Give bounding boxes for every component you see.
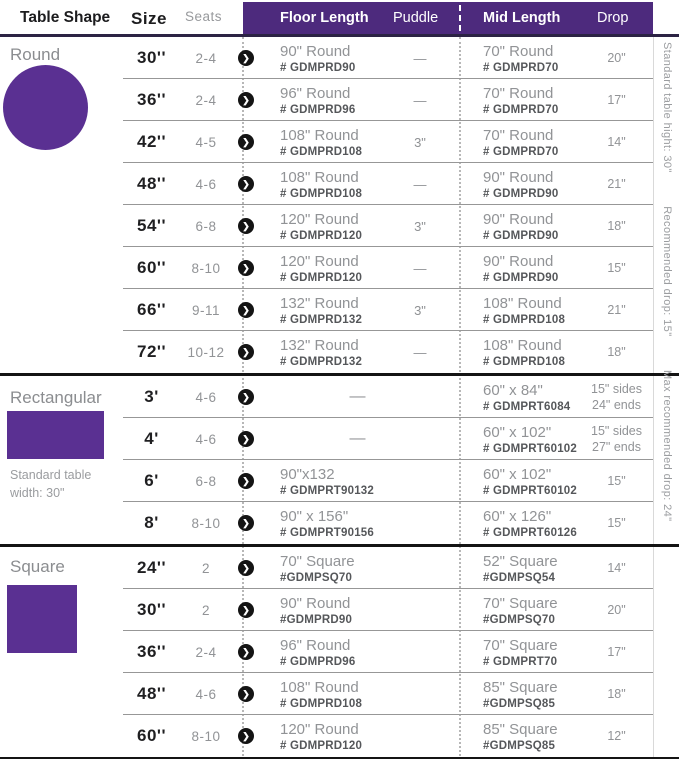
drop-value: 12" <box>607 728 626 743</box>
chevron-right-icon: ❯ <box>238 431 254 447</box>
mid-length-cell: 60" x 126" # GDMPRT60126 <box>483 507 577 539</box>
mid-length-cell: 60" x 102" # GDMPRT60102 <box>483 423 577 455</box>
size-value: 42'' <box>137 132 166 151</box>
puddle-value: — <box>413 260 427 276</box>
seats-value: 8-10 <box>191 728 221 744</box>
size-value: 24'' <box>137 558 166 577</box>
floor-length-cell: 90"x132 # GDMPRT90132 <box>280 465 374 497</box>
chevron-right-icon: ❯ <box>238 560 254 576</box>
table-row <box>0 205 679 247</box>
chevron-right-icon: ❯ <box>238 260 254 276</box>
size-value: 6' <box>144 471 159 490</box>
chevron-right-icon: ❯ <box>238 686 254 702</box>
table-row <box>0 289 679 331</box>
mid-length-cell: 90" Round # GDMPRD90 <box>483 168 559 200</box>
table-row <box>0 715 679 757</box>
side-notes <box>661 42 673 551</box>
drop-value: 15" <box>607 260 626 275</box>
section-rectangular <box>0 376 679 547</box>
mid-length-cell: 70" Round # GDMPRD70 <box>483 84 559 116</box>
puddle-value: 3" <box>414 134 426 150</box>
size-value: 60'' <box>137 258 166 277</box>
mid-length-cell: 60" x 102" # GDMPRT60102 <box>483 465 577 497</box>
mid-length-cell: 70" Square #GDMPSQ70 <box>483 594 558 626</box>
drop-value: 15" <box>607 473 626 488</box>
table-row <box>0 37 679 79</box>
mid-length-cell: 52" Square #GDMPSQ54 <box>483 552 558 584</box>
size-value: 48'' <box>137 684 166 703</box>
seats-value: 8-10 <box>191 515 221 531</box>
col-header-seats: Seats <box>185 9 223 24</box>
col-header-table-shape: Table Shape <box>20 9 111 26</box>
size-value: 4' <box>144 429 159 448</box>
section-square <box>0 547 679 759</box>
chevron-right-icon: ❯ <box>238 389 254 405</box>
puddle-value: — <box>413 176 427 192</box>
table-row <box>0 502 679 544</box>
floor-length-cell: 90" Round #GDMPRD90 <box>280 594 353 626</box>
floor-length-cell: — <box>349 430 366 447</box>
mid-length-cell: 108" Round # GDMPRD108 <box>483 294 566 326</box>
floor-length-cell: 70" Square #GDMPSQ70 <box>280 552 355 584</box>
floor-length-cell: 90" x 156" # GDMPRT90156 <box>280 507 374 539</box>
floor-length-cell: — <box>349 388 366 405</box>
drop-value: 15" <box>607 515 626 530</box>
purple-header-bar <box>243 2 653 34</box>
drop-value: 17" <box>607 92 626 107</box>
floor-length-cell: 132" Round # GDMPRD132 <box>280 336 363 368</box>
mid-length-cell: 90" Round # GDMPRD90 <box>483 252 559 284</box>
side-note-table-height: Standard table hight: 30" <box>661 42 673 173</box>
chevron-right-icon: ❯ <box>238 644 254 660</box>
size-value: 60'' <box>137 726 166 745</box>
mid-length-cell: 70" Square # GDMPRT70 <box>483 636 558 668</box>
col-header-mid-length: Mid Length <box>483 10 561 26</box>
size-value: 36'' <box>137 642 166 661</box>
drop-value: 14" <box>607 560 626 575</box>
table-row <box>0 418 679 460</box>
table-row <box>0 121 679 163</box>
floor-length-cell: 96" Round # GDMPRD96 <box>280 84 356 116</box>
drop-value: 20" <box>607 50 626 65</box>
table-row <box>0 547 679 589</box>
header-dashed-divider <box>459 5 461 31</box>
size-value: 3' <box>144 387 159 406</box>
drop-value: 15" sides 27" ends <box>591 423 642 454</box>
floor-length-cell: 120" Round # GDMPRD120 <box>280 720 363 752</box>
seats-value: 10-12 <box>187 344 225 360</box>
chart-header <box>0 0 679 37</box>
mid-length-cell: 108" Round # GDMPRD108 <box>483 336 566 368</box>
mid-length-cell: 70" Round # GDMPRD70 <box>483 42 559 74</box>
chevron-right-icon: ❯ <box>238 50 254 66</box>
table-row <box>0 376 679 418</box>
table-row <box>0 331 679 373</box>
seats-value: 9-11 <box>191 302 221 318</box>
floor-length-cell: 108" Round # GDMPRD108 <box>280 126 363 158</box>
side-note-max-drop: Max recommended drop: 24" <box>661 369 673 522</box>
table-row <box>0 631 679 673</box>
mid-length-cell: 70" Round # GDMPRD70 <box>483 126 559 158</box>
chevron-right-icon: ❯ <box>238 302 254 318</box>
floor-length-cell: 132" Round # GDMPRD132 <box>280 294 363 326</box>
puddle-value: — <box>413 50 427 66</box>
table-row <box>0 673 679 715</box>
col-header-drop: Drop <box>597 10 629 26</box>
table-row <box>0 163 679 205</box>
chevron-right-icon: ❯ <box>238 473 254 489</box>
col-header-floor-length: Floor Length <box>280 10 369 26</box>
seats-value: 2 <box>201 602 210 618</box>
floor-length-cell: 120" Round # GDMPRD120 <box>280 210 363 242</box>
chevron-right-icon: ❯ <box>238 134 254 150</box>
table-row <box>0 79 679 121</box>
chevron-right-icon: ❯ <box>238 344 254 360</box>
drop-value: 17" <box>607 644 626 659</box>
chevron-right-icon: ❯ <box>238 602 254 618</box>
floor-length-cell: 108" Round # GDMPRD108 <box>280 678 363 710</box>
section-label: Rectangular <box>10 388 102 407</box>
floor-length-cell: 108" Round # GDMPRD108 <box>280 168 363 200</box>
chevron-right-icon: ❯ <box>238 176 254 192</box>
mid-length-cell: 85" Square #GDMPSQ85 <box>483 720 558 752</box>
puddle-value: — <box>413 344 427 360</box>
floor-length-cell: 90" Round # GDMPRD90 <box>280 42 356 74</box>
col-header-puddle: Puddle <box>393 10 439 26</box>
drop-value: 18" <box>607 344 626 359</box>
seats-value: 2-4 <box>195 50 217 66</box>
seats-value: 2-4 <box>195 92 217 108</box>
drop-value: 18" <box>607 686 626 701</box>
chevron-right-icon: ❯ <box>238 92 254 108</box>
seats-value: 2-4 <box>195 644 217 660</box>
seats-value: 2 <box>201 560 210 576</box>
section-label: Square <box>10 557 65 576</box>
chart-body <box>0 37 679 759</box>
size-value: 30'' <box>137 600 166 619</box>
floor-length-cell: 96" Round # GDMPRD96 <box>280 636 356 668</box>
mid-length-cell: 85" Square #GDMPSQ85 <box>483 678 558 710</box>
puddle-value: 3" <box>414 302 426 318</box>
seats-value: 4-6 <box>195 389 217 405</box>
chevron-right-icon: ❯ <box>238 515 254 531</box>
size-value: 72'' <box>137 342 166 361</box>
table-row <box>0 589 679 631</box>
seats-value: 4-6 <box>195 176 217 192</box>
chevron-right-icon: ❯ <box>238 218 254 234</box>
section-label: Round <box>10 45 61 64</box>
seats-value: 6-8 <box>195 473 217 489</box>
chevron-right-icon: ❯ <box>238 728 254 744</box>
mid-length-cell: 60" x 84" # GDMPRT6084 <box>483 381 571 413</box>
drop-value: 15" sides 24" ends <box>591 381 642 412</box>
puddle-value: 3" <box>414 218 426 234</box>
drop-value: 18" <box>607 218 626 233</box>
drop-value: 20" <box>607 602 626 617</box>
mid-length-cell: 90" Round # GDMPRD90 <box>483 210 559 242</box>
section-note: Standard table width: 30" <box>10 468 92 501</box>
drop-value: 21" <box>607 176 626 191</box>
size-value: 36'' <box>137 90 166 109</box>
floor-length-cell: 120" Round # GDMPRD120 <box>280 252 363 284</box>
size-value: 8' <box>144 513 159 532</box>
seats-value: 6-8 <box>195 218 217 234</box>
size-value: 54'' <box>137 216 166 235</box>
table-row <box>0 460 679 502</box>
side-note-recommended-drop: Recommended drop: 15" <box>661 206 673 337</box>
seats-value: 4-5 <box>195 134 217 150</box>
seats-value: 4-6 <box>195 686 217 702</box>
drop-value: 14" <box>607 134 626 149</box>
table-row <box>0 247 679 289</box>
drop-value: 21" <box>607 302 626 317</box>
col-header-size: Size <box>131 9 168 28</box>
size-value: 48'' <box>137 174 166 193</box>
seats-value: 8-10 <box>191 260 221 276</box>
puddle-value: — <box>413 92 427 108</box>
seats-value: 4-6 <box>195 431 217 447</box>
size-value: 66'' <box>137 300 166 319</box>
section-round <box>0 37 679 376</box>
size-value: 30'' <box>137 48 166 67</box>
